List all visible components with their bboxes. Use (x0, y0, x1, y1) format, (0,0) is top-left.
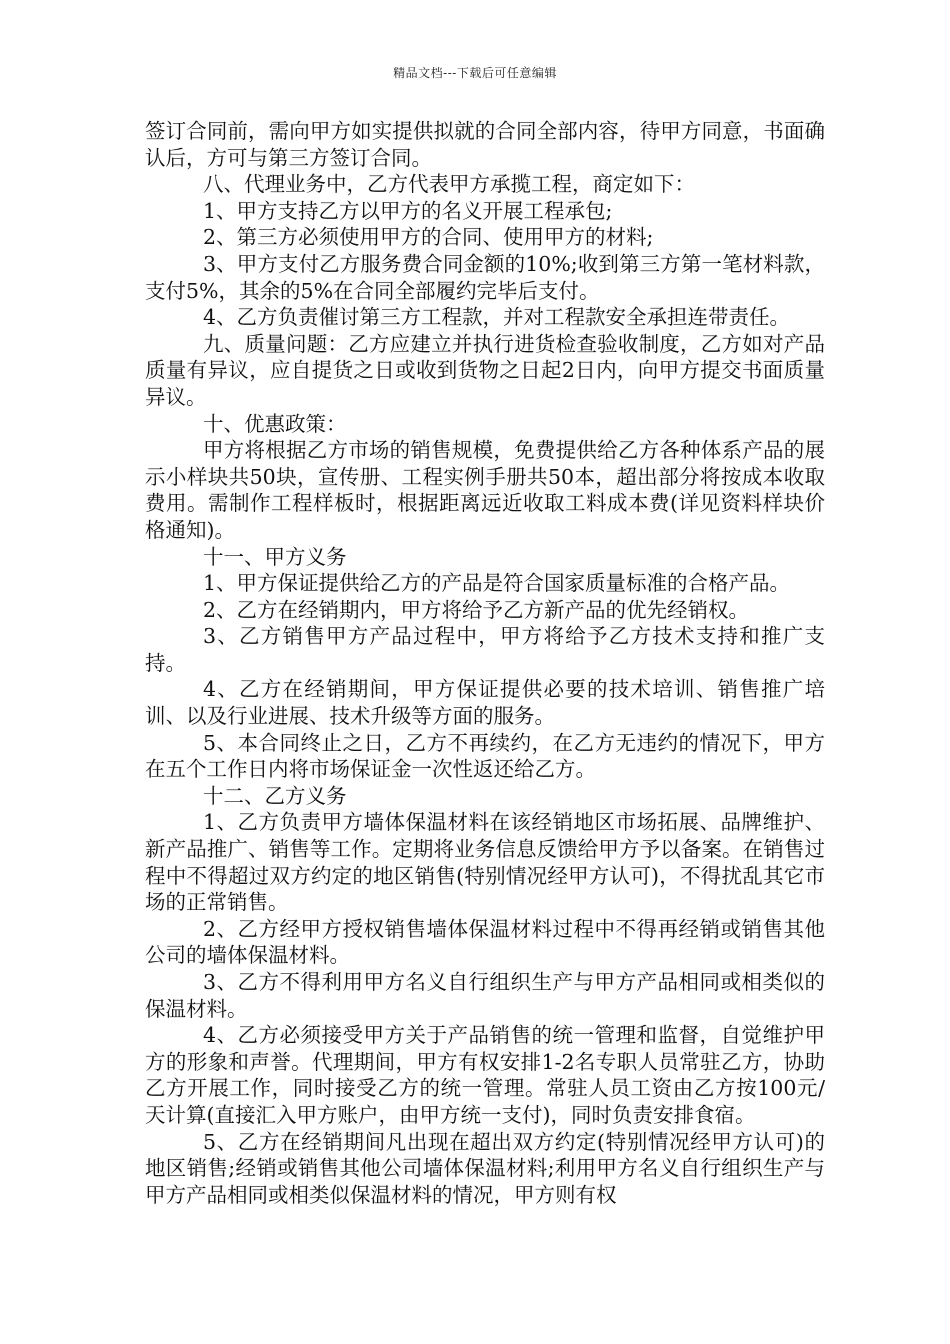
document-body (145, 118, 825, 1208)
paragraph: 5、本合同终止之日，乙方不再续约，在乙方无违约的情况下，甲方在五个工作日内将市场保证金一次性返还给乙方。 (145, 730, 825, 782)
paragraph: 十、优惠政策： (203, 411, 347, 436)
paragraph: 签订合同前，需向甲方如实提供拟就的合同全部内容，待甲方同意，书面确认后，方可与第三方签订合同。 (145, 119, 825, 170)
paragraph: 1、甲方保证提供给乙方的产品是符合国家质量标准的合格产品。 (203, 571, 791, 596)
paragraph: 3、乙方销售甲方产品过程中，甲方将给予乙方技术支持和推广支持。 (145, 624, 825, 675)
paragraph: 2、乙方经甲方授权销售墙体保温材料过程中不得再经销或销售其他公司的墙体保温材料。 (145, 916, 825, 968)
paragraph: 2、乙方在经销期内，甲方将给予乙方新产品的优先经销权。 (203, 597, 750, 622)
paragraph: 甲方将根据乙方市场的销售规模，免费提供给乙方各种体系产品的展示小样块共50块，宣传册、工程实例手册共50本，超出部分将按成本收取费用。需制作工程样板时，根据距离远近收取工料成本费(详见资料样块价格通知)。 (145, 438, 825, 542)
paragraph: 4、乙方负责催讨第三方工程款，并对工程款安全承担连带责任。 (203, 305, 791, 330)
paragraph: 3、甲方支付乙方服务费合同金额的10%;收到第三方第一笔材料款，支付5%，其余的5%在合同全部履约完毕后支付。 (145, 251, 825, 303)
paragraph: 5、乙方在经销期间凡出现在超出双方约定(特别情况经甲方认可)的地区销售;经销或销售其他公司墙体保温材料;利用甲方名义自行组织生产与甲方产品相同或相类似保温材料的情况，甲方则有权 (145, 1129, 825, 1207)
paragraph: 八、代理业务中，乙方代表甲方承揽工程，商定如下： (203, 172, 695, 197)
paragraph: 3、乙方不得利用甲方名义自行组织生产与甲方产品相同或相类似的保温材料。 (145, 970, 825, 1021)
paragraph: 九、质量问题：乙方应建立并执行进货检查验收制度，乙方如对产品质量有异议，应自提货之日或收到货物之日起2日内，向甲方提交书面质量异议。 (145, 331, 825, 409)
paragraph: 十一、甲方义务 (203, 544, 347, 569)
paragraph: 1、乙方负责甲方墙体保温材料在该经销地区市场拓展、品牌维护、新产品推广、销售等工作。定期将业务信息反馈给甲方予以备案。在销售过程中不得超过双方约定的地区销售(特别情况经甲方认可)，不得扰乱其它市场的正常销售。 (145, 810, 825, 915)
paragraph: 十二、乙方义务 (203, 783, 347, 808)
paragraph: 1、甲方支持乙方以甲方的名义开展工程承包; (203, 198, 613, 223)
paragraph: 4、乙方在经销期间，甲方保证提供必要的技术培训、销售推广培训、以及行业进展、技术升级等方面的服务。 (145, 677, 825, 729)
paragraph: 2、第三方必须使用甲方的合同、使用甲方的材料; (203, 225, 654, 250)
page-header: 精品文档---下载后可任意编辑 (393, 66, 557, 80)
paragraph: 4、乙方必须接受甲方关于产品销售的统一管理和监督，自觉维护甲方的形象和声誉。代理期间，甲方有权安排1-2名专职人员常驻乙方，协助乙方开展工作，同时接受乙方的统一管理。常驻人员工资由乙方按100元/天计算(直接汇入甲方账户，由甲方统一支付)，同时负责安排食宿。 (145, 1023, 825, 1127)
